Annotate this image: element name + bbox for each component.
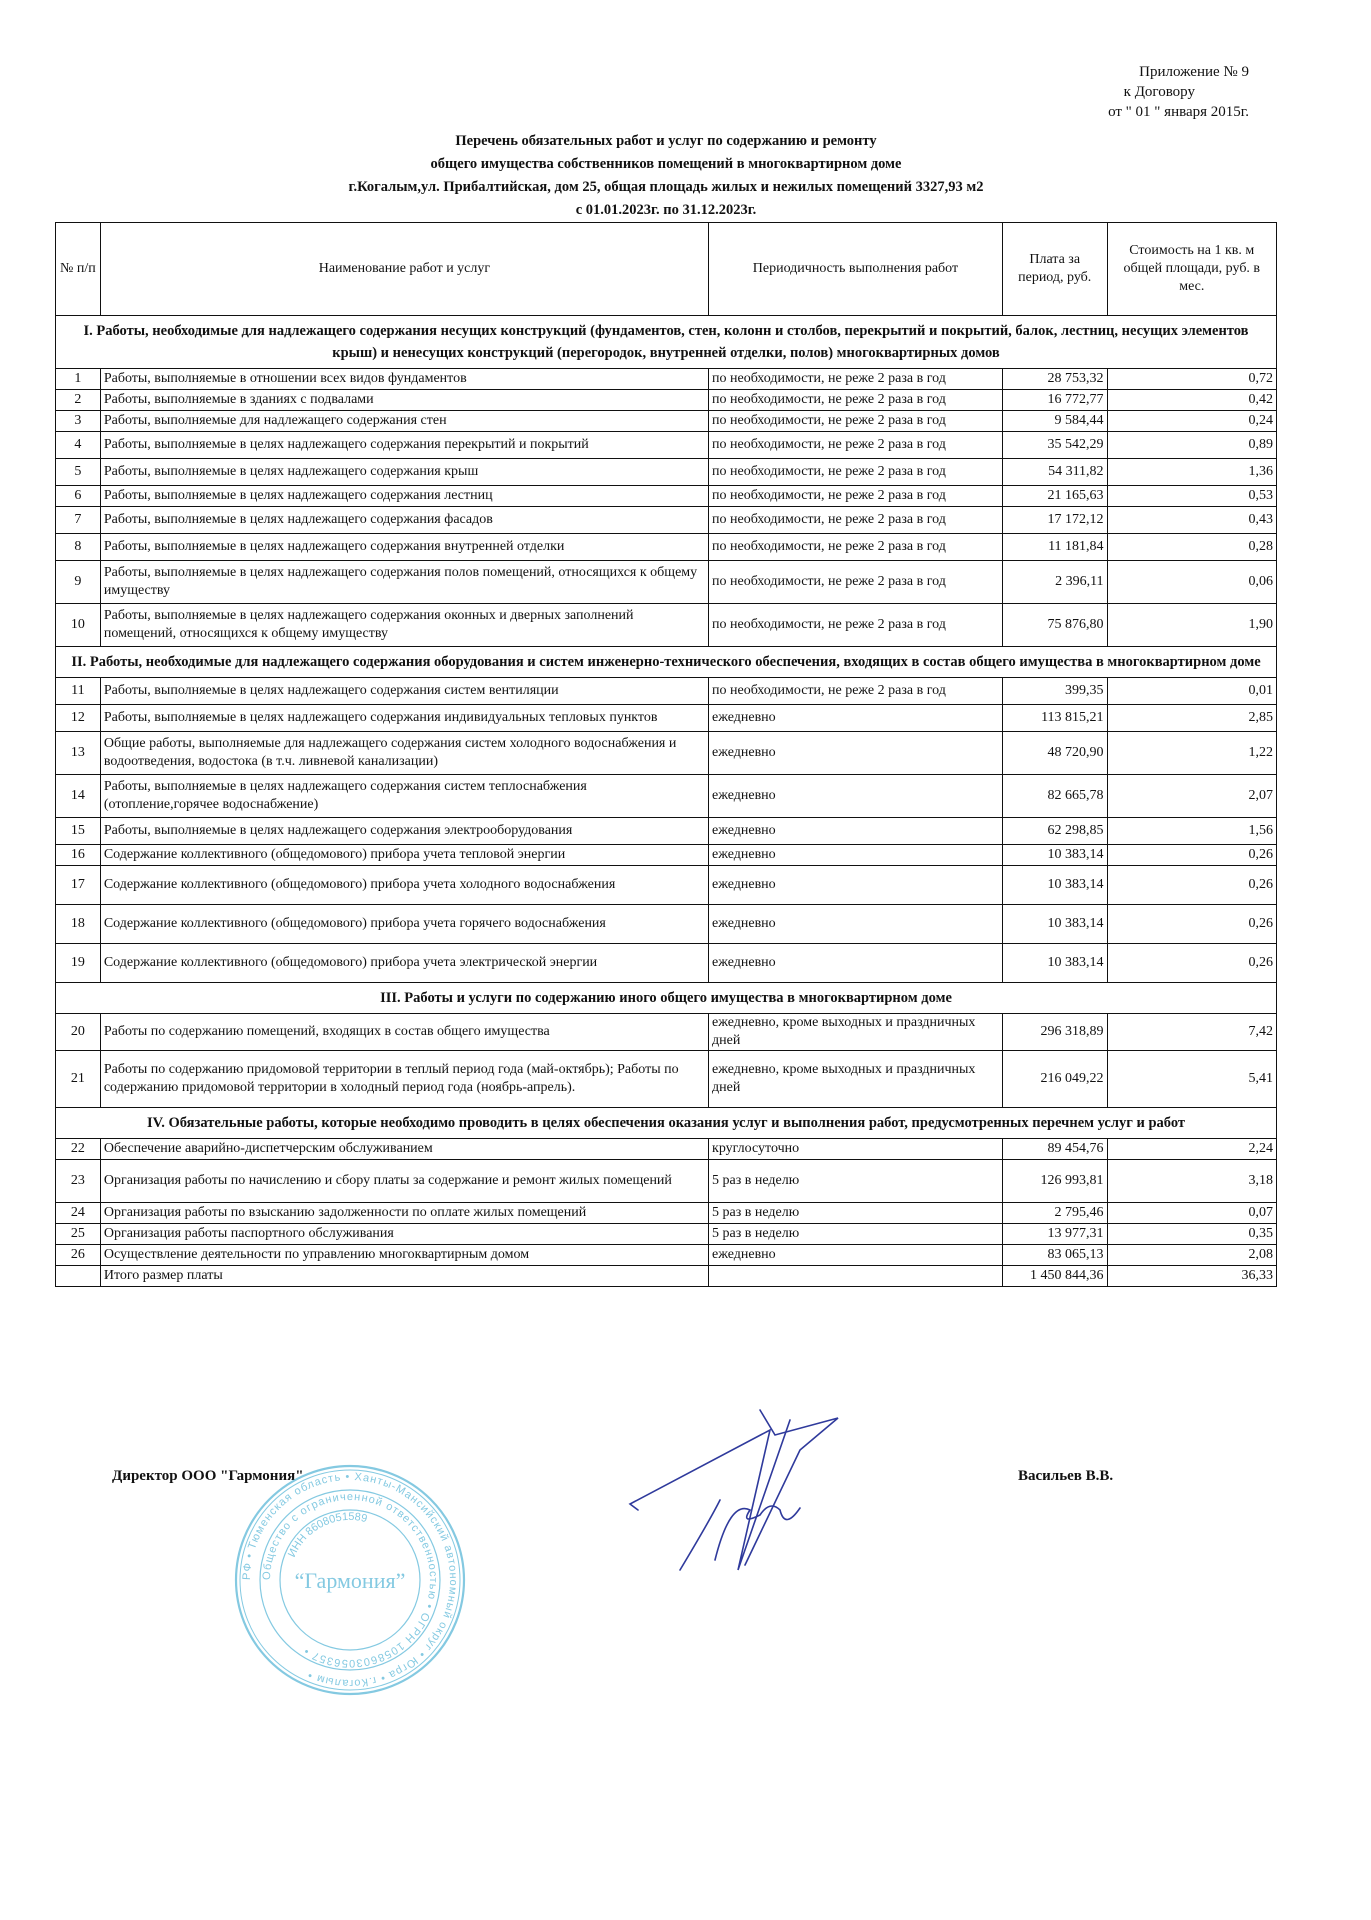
total-name: Итого размер платы [100, 1266, 708, 1287]
cell-num: 6 [56, 486, 101, 507]
table-row [56, 1051, 1277, 1108]
section-title: I. Работы, необходимые для надлежащего содержания несущих конструкций (фундаментов, стен, колонн и столбов, перекрытий и покрытий, балок, лестниц, несущих элементов крыш) и ненесущих конструкций (перегородок, внутренней отделки, полов) многоквартирных домов [56, 316, 1277, 369]
cell-pay: 75 876,80 [1002, 604, 1107, 647]
cell-period: ежедневно, кроме выходных и праздничных дней [709, 1051, 1003, 1108]
cell-period: ежедневно [709, 845, 1003, 866]
table-row [56, 1014, 1277, 1051]
cell-cost: 0,26 [1107, 944, 1276, 983]
section-title: IV. Обязательные работы, которые необходимо проводить в целях обеспечения оказания услуг и выполнения работ, предусмотренных перечнем услуг и работ [56, 1108, 1277, 1139]
title-line-2: общего имущества собственников помещений в многоквартирном доме [430, 156, 902, 172]
cell-name: Содержание коллективного (общедомового) прибора учета электрической энергии [100, 944, 708, 983]
cell-num: 23 [56, 1160, 101, 1203]
cell-name: Работы, выполняемые в целях надлежащего содержания лестниц [100, 486, 708, 507]
cell-period: ежедневно [709, 705, 1003, 732]
cell-pay: 296 318,89 [1002, 1014, 1107, 1051]
total-num [56, 1266, 101, 1287]
cell-num: 18 [56, 905, 101, 944]
table-row [56, 390, 1277, 411]
cell-period: по необходимости, не реже 2 раза в год [709, 561, 1003, 604]
cell-name: Работы, выполняемые в отношении всех видов фундаментов [100, 369, 708, 390]
cell-name: Работы, выполняемые в целях надлежащего содержания полов помещений, относящихся к общему имуществу [100, 561, 708, 604]
cell-cost: 0,26 [1107, 866, 1276, 905]
section-title: II. Работы, необходимые для надлежащего содержания оборудования и систем инженерно-технического обеспечения, входящих в состав общего имущества в многоквартирном доме [56, 647, 1277, 678]
appendix-date: от " 01 " января 2015г. [1108, 104, 1249, 120]
table-row [56, 369, 1277, 390]
cell-name: Работы по содержанию помещений, входящих в состав общего имущества [100, 1014, 708, 1051]
cell-pay: 113 815,21 [1002, 705, 1107, 732]
cell-period: по необходимости, не реже 2 раза в год [709, 459, 1003, 486]
signature-stroke-2 [745, 1410, 838, 1565]
signature-icon [620, 1390, 940, 1580]
cell-pay: 83 065,13 [1002, 1245, 1107, 1266]
cell-name: Работы, выполняемые в целях надлежащего содержания крыш [100, 459, 708, 486]
stamp-inn-text: ИНН 8608051589 [285, 1510, 369, 1560]
cell-pay: 21 165,63 [1002, 486, 1107, 507]
cell-cost: 0,53 [1107, 486, 1276, 507]
cell-period: ежедневно [709, 1245, 1003, 1266]
cell-cost: 2,24 [1107, 1139, 1276, 1160]
cell-pay: 2 795,46 [1002, 1203, 1107, 1224]
cell-period: ежедневно [709, 775, 1003, 818]
cell-name: Организация работы по взысканию задолженности по оплате жилых помещений [100, 1203, 708, 1224]
cell-period: ежедневно [709, 818, 1003, 845]
cell-pay: 10 383,14 [1002, 845, 1107, 866]
cell-cost: 0,24 [1107, 411, 1276, 432]
cell-period: 5 раз в неделю [709, 1224, 1003, 1245]
cell-num: 11 [56, 678, 101, 705]
cell-name: Организация работы паспортного обслуживания [100, 1224, 708, 1245]
title-line-3: г.Когалым,ул. Прибалтийская, дом 25, общая площадь жилых и нежилых помещений 3327,93 м2 [348, 179, 984, 195]
cell-cost: 2,08 [1107, 1245, 1276, 1266]
cell-name: Работы, выполняемые для надлежащего содержания стен [100, 411, 708, 432]
cell-pay: 17 172,12 [1002, 507, 1107, 534]
cell-num: 24 [56, 1203, 101, 1224]
signature-stroke-4 [680, 1500, 720, 1570]
cell-name: Общие работы, выполняемые для надлежащего содержания систем холодного водоснабжения и водоотведения, водостока (в т.ч. ливневой канализации) [100, 732, 708, 775]
section-header-row [56, 983, 1277, 1014]
cell-period: ежедневно [709, 866, 1003, 905]
table-row [56, 486, 1277, 507]
table-row [56, 507, 1277, 534]
cell-cost: 2,07 [1107, 775, 1276, 818]
cell-pay: 126 993,81 [1002, 1160, 1107, 1203]
appendix-contract: к Договору [1123, 84, 1195, 100]
cell-name: Работы, выполняемые в целях надлежащего содержания оконных и дверных заполнений помещений, относящихся к общему имуществу [100, 604, 708, 647]
cell-pay: 28 753,32 [1002, 369, 1107, 390]
cell-num: 16 [56, 845, 101, 866]
table-row [56, 1245, 1277, 1266]
cell-name: Организация работы по начислению и сбору платы за содержание и ремонт жилых помещений [100, 1160, 708, 1203]
cell-period: ежедневно, кроме выходных и праздничных дней [709, 1014, 1003, 1051]
cell-pay: 10 383,14 [1002, 866, 1107, 905]
table-row [56, 1139, 1277, 1160]
title-period: с 01.01.2023г. по 31.12.2023г. [575, 202, 757, 218]
cell-num: 10 [56, 604, 101, 647]
cell-cost: 0,72 [1107, 369, 1276, 390]
appendix-header [1108, 62, 1249, 122]
cell-name: Работы, выполняемые в зданиях с подвалами [100, 390, 708, 411]
cell-period: по необходимости, не реже 2 раза в год [709, 534, 1003, 561]
cell-name: Осуществление деятельности по управлению многоквартирным домом [100, 1245, 708, 1266]
table-row [56, 705, 1277, 732]
cell-pay: 13 977,31 [1002, 1224, 1107, 1245]
table-row [56, 432, 1277, 459]
table-row [56, 411, 1277, 432]
table-row [56, 818, 1277, 845]
cell-pay: 16 772,77 [1002, 390, 1107, 411]
works-table [55, 222, 1277, 1287]
cell-pay: 10 383,14 [1002, 905, 1107, 944]
cell-name: Работы, выполняемые в целях надлежащего содержания электрооборудования [100, 818, 708, 845]
cell-period: по необходимости, не реже 2 раза в год [709, 432, 1003, 459]
table-row [56, 905, 1277, 944]
cell-num: 15 [56, 818, 101, 845]
cell-num: 4 [56, 432, 101, 459]
stamp-center-text: “Гармония” [294, 1568, 406, 1593]
section-header-row [56, 647, 1277, 678]
table-row [56, 534, 1277, 561]
table-row [56, 845, 1277, 866]
cell-period: по необходимости, не реже 2 раза в год [709, 507, 1003, 534]
cell-pay: 10 383,14 [1002, 944, 1107, 983]
table-body [56, 316, 1277, 1287]
cell-pay: 216 049,22 [1002, 1051, 1107, 1108]
cell-num: 22 [56, 1139, 101, 1160]
cell-cost: 1,22 [1107, 732, 1276, 775]
cell-name: Обеспечение аварийно-диспетчерским обслуживанием [100, 1139, 708, 1160]
cell-period: по необходимости, не реже 2 раза в год [709, 604, 1003, 647]
cell-name: Работы, выполняемые в целях надлежащего содержания индивидуальных тепловых пунктов [100, 705, 708, 732]
cell-name: Работы, выполняемые в целях надлежащего содержания перекрытий и покрытий [100, 432, 708, 459]
cell-name: Содержание коллективного (общедомового) прибора учета тепловой энергии [100, 845, 708, 866]
header-name: Наименование работ и услуг [100, 223, 708, 316]
cell-name: Работы, выполняемые в целях надлежащего содержания фасадов [100, 507, 708, 534]
total-cost: 36,33 [1107, 1266, 1276, 1287]
cell-cost: 2,85 [1107, 705, 1276, 732]
cell-cost: 1,90 [1107, 604, 1276, 647]
table-header-row [56, 223, 1277, 316]
stamp-outer-text: РФ • Тюменская область • Ханты-Мансийский автономный округ • Югра • г.Когалым • [240, 1470, 460, 1690]
cell-pay: 399,35 [1002, 678, 1107, 705]
table-row [56, 678, 1277, 705]
table-row [56, 561, 1277, 604]
header-cost: Стоимость на 1 кв. м общей площади, руб. в мес. [1107, 223, 1276, 316]
cell-period: по необходимости, не реже 2 раза в год [709, 369, 1003, 390]
cell-cost: 0,89 [1107, 432, 1276, 459]
cell-period: по необходимости, не реже 2 раза в год [709, 486, 1003, 507]
cell-pay: 11 181,84 [1002, 534, 1107, 561]
cell-num: 9 [56, 561, 101, 604]
cell-cost: 0,43 [1107, 507, 1276, 534]
cell-num: 5 [56, 459, 101, 486]
header-pay: Плата за период, руб. [1002, 223, 1107, 316]
cell-pay: 54 311,82 [1002, 459, 1107, 486]
cell-pay: 89 454,76 [1002, 1139, 1107, 1160]
cell-num: 17 [56, 866, 101, 905]
cell-cost: 0,26 [1107, 905, 1276, 944]
cell-period: ежедневно [709, 905, 1003, 944]
cell-num: 20 [56, 1014, 101, 1051]
total-pay: 1 450 844,36 [1002, 1266, 1107, 1287]
cell-name: Работы, выполняемые в целях надлежащего содержания систем теплоснабжения (отопление,горячее водоснабжение) [100, 775, 708, 818]
cell-cost: 0,07 [1107, 1203, 1276, 1224]
header-period: Периодичность выполнения работ [709, 223, 1003, 316]
cell-period: по необходимости, не реже 2 раза в год [709, 390, 1003, 411]
cell-cost: 0,42 [1107, 390, 1276, 411]
cell-cost: 0,26 [1107, 845, 1276, 866]
section-header-row [56, 1108, 1277, 1139]
signer-name: Васильев В.В. [1018, 1468, 1114, 1484]
cell-period: по необходимости, не реже 2 раза в год [709, 678, 1003, 705]
cell-num: 2 [56, 390, 101, 411]
section-title: III. Работы и услуги по содержанию иного общего имущества в многоквартирном доме [56, 983, 1277, 1014]
signature-stroke-1 [630, 1420, 790, 1570]
cell-cost: 0,06 [1107, 561, 1276, 604]
cell-period: 5 раз в неделю [709, 1160, 1003, 1203]
cell-num: 8 [56, 534, 101, 561]
table-row [56, 459, 1277, 486]
cell-cost: 5,41 [1107, 1051, 1276, 1108]
cell-period: ежедневно [709, 944, 1003, 983]
cell-name: Содержание коллективного (общедомового) прибора учета холодного водоснабжения [100, 866, 708, 905]
cell-num: 3 [56, 411, 101, 432]
cell-cost: 0,01 [1107, 678, 1276, 705]
table-row [56, 732, 1277, 775]
title-line-1: Перечень обязательных работ и услуг по содержанию и ремонту [455, 133, 877, 149]
cell-period: по необходимости, не реже 2 раза в год [709, 411, 1003, 432]
table-row [56, 944, 1277, 983]
cell-pay: 2 396,11 [1002, 561, 1107, 604]
cell-period: ежедневно [709, 732, 1003, 775]
table-row [56, 604, 1277, 647]
stamp-inner-text: Общество с ограниченной ответственностью • ОГРН 1058603056357 • [260, 1490, 440, 1670]
total-row [56, 1266, 1277, 1287]
cell-cost: 7,42 [1107, 1014, 1276, 1051]
cell-cost: 1,36 [1107, 459, 1276, 486]
table-row [56, 775, 1277, 818]
cell-pay: 9 584,44 [1002, 411, 1107, 432]
company-stamp-icon [230, 1460, 470, 1700]
document-title [0, 130, 1332, 222]
cell-cost: 0,28 [1107, 534, 1276, 561]
section-header-row [56, 316, 1277, 369]
cell-num: 19 [56, 944, 101, 983]
table-row [56, 1203, 1277, 1224]
cell-num: 1 [56, 369, 101, 390]
cell-num: 26 [56, 1245, 101, 1266]
table-row [56, 1160, 1277, 1203]
cell-num: 13 [56, 732, 101, 775]
total-period [709, 1266, 1003, 1287]
table-row [56, 866, 1277, 905]
cell-pay: 48 720,90 [1002, 732, 1107, 775]
cell-cost: 3,18 [1107, 1160, 1276, 1203]
cell-pay: 62 298,85 [1002, 818, 1107, 845]
cell-period: 5 раз в неделю [709, 1203, 1003, 1224]
cell-num: 12 [56, 705, 101, 732]
cell-num: 25 [56, 1224, 101, 1245]
cell-name: Работы, выполняемые в целях надлежащего содержания систем вентиляции [100, 678, 708, 705]
cell-pay: 82 665,78 [1002, 775, 1107, 818]
cell-num: 21 [56, 1051, 101, 1108]
cell-num: 14 [56, 775, 101, 818]
table-row [56, 1224, 1277, 1245]
appendix-number: Приложение № 9 [1139, 64, 1249, 80]
cell-name: Работы, выполняемые в целях надлежащего содержания внутренней отделки [100, 534, 708, 561]
cell-period: круглосуточно [709, 1139, 1003, 1160]
cell-pay: 35 542,29 [1002, 432, 1107, 459]
cell-name: Работы по содержанию придомовой территории в теплый период года (май-октябрь); Работы по содержанию придомовой территории в холодный период года (ноябрь-апрель). [100, 1051, 708, 1108]
cell-cost: 1,56 [1107, 818, 1276, 845]
cell-num: 7 [56, 507, 101, 534]
header-num: № п/п [56, 223, 101, 316]
cell-name: Содержание коллективного (общедомового) прибора учета горячего водоснабжения [100, 905, 708, 944]
director-title: Директор ООО "Гармония" [112, 1468, 304, 1484]
cell-cost: 0,35 [1107, 1224, 1276, 1245]
